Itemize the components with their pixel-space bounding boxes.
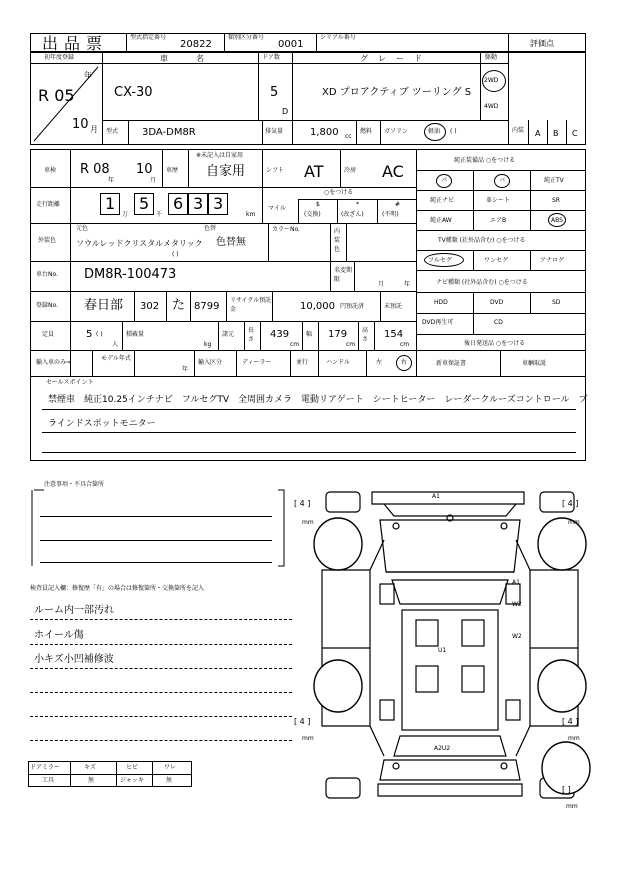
- serial-label: シリアル番号: [320, 34, 356, 41]
- legend-door-mirror: ドアミラー: [30, 764, 60, 771]
- recycle-amount: 10,000: [300, 301, 335, 312]
- color-paren: ( ): [172, 251, 179, 258]
- orig-color-label: 元色: [76, 225, 89, 232]
- fuel-diesel: 軽油: [428, 128, 441, 135]
- mileage-label: 走行距離: [36, 201, 61, 208]
- length-unit: cm: [290, 341, 300, 348]
- recycle-unit: 円預託済: [340, 303, 365, 310]
- reg-kana: た: [172, 298, 186, 313]
- mileage-km: km: [246, 211, 256, 218]
- color-label: 外装色: [38, 237, 57, 244]
- inspector-note: 検査員記入欄：修復歴「有」の場合は修復箇所・交換箇所を記入: [30, 585, 205, 592]
- tire-fl: [ 4 ]: [294, 499, 311, 508]
- first-reg-year: R 05: [38, 86, 75, 105]
- damage-mark-roof: U1: [438, 647, 447, 654]
- year-unit: 年: [84, 71, 92, 80]
- color-change-label: 色替: [204, 225, 217, 232]
- tv-analog: アナログ: [540, 257, 565, 264]
- model-year-unit: 年: [182, 366, 189, 373]
- kata-label: 型式指定番号: [130, 34, 167, 41]
- handle-left: 左: [376, 359, 383, 366]
- drive-2wd: 2WD: [484, 77, 499, 84]
- equip-tv: 純正TV: [544, 177, 564, 184]
- shaken-label: 車検: [44, 167, 57, 174]
- history-value: 自家用: [206, 164, 246, 179]
- header-box: [30, 33, 586, 52]
- load-unit: kg: [204, 341, 212, 348]
- equip-abs: ABS: [551, 217, 563, 224]
- door-type: D: [282, 107, 289, 116]
- capacity-label: 定員: [42, 331, 55, 338]
- mile-label: マイル: [268, 205, 286, 212]
- size-label: 諸元: [222, 331, 235, 338]
- ac-value: AC: [382, 162, 404, 181]
- meihen-day: 年: [404, 281, 411, 288]
- mileage-opt1: $: [316, 201, 320, 208]
- sales-line-1: 禁煙車 純正10.25インチナビ フルセグTV 全周囲カメラ 電動リアゲート シートヒーター レーダークルーズコントロール ブ: [48, 395, 588, 405]
- equip-airbag: エアB: [490, 217, 507, 224]
- equip-pw: パ: [441, 177, 448, 184]
- first-reg-month: 10: [72, 117, 89, 132]
- mileage-digit-3-text: 6: [173, 194, 184, 213]
- interior-a: A: [535, 129, 541, 138]
- car-name-label: 車名: [160, 54, 232, 63]
- shift-value: AT: [304, 162, 324, 181]
- mileage-man: 万: [122, 211, 129, 218]
- shift-label: シフト: [266, 167, 285, 174]
- history-note: ※未記入は自家用: [196, 152, 244, 159]
- model-label: 型式: [106, 128, 119, 135]
- reg-area: 春日部: [84, 298, 124, 313]
- tire-rr: [ 4 ]: [562, 717, 579, 726]
- notes-bracket: [28, 486, 290, 570]
- shaken-month: 10: [136, 162, 153, 177]
- mileage-sen: 千: [156, 211, 163, 218]
- equip-sr: SR: [552, 197, 560, 204]
- dealer-option: ディーラー: [242, 359, 272, 366]
- damage-mark-right-2: W2: [512, 601, 522, 608]
- fuel-paren: ( ): [450, 128, 457, 135]
- damage-mark-front: A1: [432, 493, 440, 500]
- first-reg-label: 初年度登録: [44, 54, 75, 61]
- note-item-3: 小キズ小凹補修波: [34, 654, 114, 665]
- damage-mark-rear: A2U2: [434, 745, 451, 752]
- load-label: 積載量: [126, 331, 145, 338]
- note-item-2: ホイール傷: [34, 630, 84, 641]
- legend-jack-none: 無: [166, 777, 173, 784]
- navi-dvd: DVD: [490, 299, 504, 306]
- mileage-digit-4-text: 3: [193, 194, 204, 213]
- mileage-opt3: #: [395, 201, 401, 208]
- tire-rr-unit: mm: [568, 735, 580, 742]
- reg-no-label: 登録No.: [36, 302, 58, 309]
- shaken-year: R 08: [80, 162, 110, 177]
- disp-label: 排気量: [265, 128, 284, 135]
- equip-leather: 革シート: [486, 197, 511, 204]
- length-value: 439: [270, 329, 290, 340]
- mileage-digit-5-text: 3: [213, 194, 224, 213]
- capacity-unit: 人: [112, 341, 119, 348]
- interior-c: C: [572, 129, 578, 138]
- tire-rl: [ 4 ]: [294, 717, 311, 726]
- drive-4wd: 4WD: [484, 103, 499, 110]
- equip-title: 純正装備品 ○をつける: [454, 157, 516, 164]
- grade-label: グレード: [360, 54, 432, 63]
- kata-value: 20822: [180, 39, 212, 50]
- grade-value: XD プロアクティブ ツーリング S: [322, 87, 472, 98]
- sales-line-2: ラインドスポットモニター: [48, 419, 156, 429]
- interior-label: 内装: [512, 127, 525, 134]
- disp-unit: cc: [345, 133, 352, 140]
- length-label: 長さ: [248, 327, 255, 343]
- damage-mark-right-1: A1: [512, 579, 520, 586]
- tire-rl-unit: mm: [302, 735, 314, 742]
- car-name: CX-30: [114, 85, 153, 100]
- mileage-digit-1-text: 1: [105, 194, 116, 213]
- recycle-none: 未預託: [384, 303, 403, 310]
- equip-navi: 純正ナビ: [430, 197, 455, 204]
- mileage-opt3b: (不明): [382, 211, 399, 218]
- car-diagram: [300, 480, 600, 810]
- width-value: 179: [328, 329, 348, 340]
- equip-aw2: バ: [499, 177, 506, 184]
- parallel-option: 並行: [296, 359, 309, 366]
- fuel-gas: ガソリン: [384, 128, 409, 135]
- page-title: 出品票: [42, 34, 109, 53]
- disp-value: 1,800: [310, 127, 339, 138]
- meihen-label: 名変期限: [334, 267, 353, 283]
- tv-oneseg: ワンセグ: [484, 257, 509, 264]
- import-kubun-label: 輸入区分: [198, 359, 223, 366]
- color-change-value: 色替無: [216, 237, 246, 248]
- legend-tools-none: 無: [88, 777, 95, 784]
- legend-tools: 工具: [42, 777, 55, 784]
- width-label: 幅: [306, 331, 313, 338]
- shaken-year-unit: 年: [108, 177, 115, 184]
- history-label: 車歴: [166, 167, 179, 174]
- legend-jack: ジャッキ: [120, 777, 144, 784]
- color-no-label: カラーNo.: [272, 226, 300, 233]
- mileage-opt2: *: [356, 201, 359, 208]
- tire-fr: [ 4 ]: [562, 499, 579, 508]
- color-value: ソウルレッドクリスタルメタリック: [76, 239, 203, 248]
- tire-spare: [ ]: [562, 785, 571, 794]
- chassis-value: DM8R-100473: [84, 267, 177, 282]
- mileage-circle-note: ○をつける: [324, 189, 354, 196]
- navi-title: ナビ種類 (社外品含む) ○をつける: [436, 279, 528, 286]
- height-label: 高さ: [362, 327, 369, 343]
- model-year-label: モデル年式: [101, 355, 131, 362]
- note-item-1: ルーム内一部汚れ: [34, 605, 114, 616]
- post-title: 後日発送品 ○をつける: [464, 340, 526, 347]
- import-only-label: 輸入車のみ⇒: [36, 359, 72, 366]
- legend-crack: ヒビ: [126, 764, 139, 771]
- post-manual: 車輌取説: [522, 360, 547, 367]
- tire-fr-unit: mm: [568, 519, 580, 526]
- fuel-label: 燃料: [360, 128, 373, 135]
- ac-label: 冷房: [344, 167, 357, 174]
- capacity-value: 5: [86, 329, 93, 340]
- tire-spare-unit: mm: [566, 803, 578, 810]
- handle-right: 右: [401, 359, 408, 366]
- width-unit: cm: [346, 341, 356, 348]
- tire-fl-unit: mm: [302, 519, 314, 526]
- post-warranty: 新車保証書: [436, 360, 467, 367]
- sales-label: セールスポイント: [46, 379, 94, 386]
- height-unit: cm: [400, 341, 410, 348]
- interior-b: B: [553, 129, 559, 138]
- navi-sd: SD: [552, 299, 561, 306]
- reg-class: 302: [140, 301, 160, 312]
- chassis-label: 車台No.: [36, 271, 58, 278]
- tv-title: TV種類 (社外品含む) ○をつける: [438, 237, 526, 244]
- mileage-opt1b: (交換): [304, 211, 321, 218]
- class-value: 0001: [278, 39, 304, 50]
- capacity-paren: ( ): [96, 331, 103, 338]
- legend-scratch: キズ: [84, 764, 96, 771]
- equip-alloy: 純正AW: [430, 217, 452, 224]
- meihen-month: 月: [378, 281, 385, 288]
- legend-break: ワレ: [164, 764, 177, 771]
- month-unit: 月: [90, 125, 98, 134]
- navi-cd: CD: [494, 319, 503, 326]
- height-value: 154: [384, 329, 404, 340]
- model-value: 3DA-DM8R: [142, 127, 196, 138]
- handle-label: ハンドル: [326, 359, 351, 366]
- doors-label: ドア数: [262, 54, 280, 61]
- damage-mark-right-3: W2: [512, 633, 522, 640]
- navi-hdd: HDD: [434, 299, 448, 306]
- doors-value: 5: [270, 85, 279, 100]
- recycle-label: リサイクル預託金: [230, 297, 272, 313]
- tv-fullseg: フルセグ: [428, 257, 452, 264]
- drive-label: 駆動: [485, 54, 498, 61]
- class-label: 類別区分番号: [228, 34, 265, 41]
- interior-color-label: 内装色: [334, 228, 341, 253]
- mileage-opt2b: (改ざん): [341, 211, 364, 218]
- mileage-digit-2-text: 5: [139, 194, 150, 213]
- shaken-month-unit: 月: [150, 177, 157, 184]
- notes-title: 注意事項・不具合箇所: [44, 481, 105, 488]
- rating-label: 評価点: [530, 39, 554, 48]
- navi-dvd-play: DVD再生可: [422, 319, 454, 326]
- reg-number: 8799: [194, 301, 220, 312]
